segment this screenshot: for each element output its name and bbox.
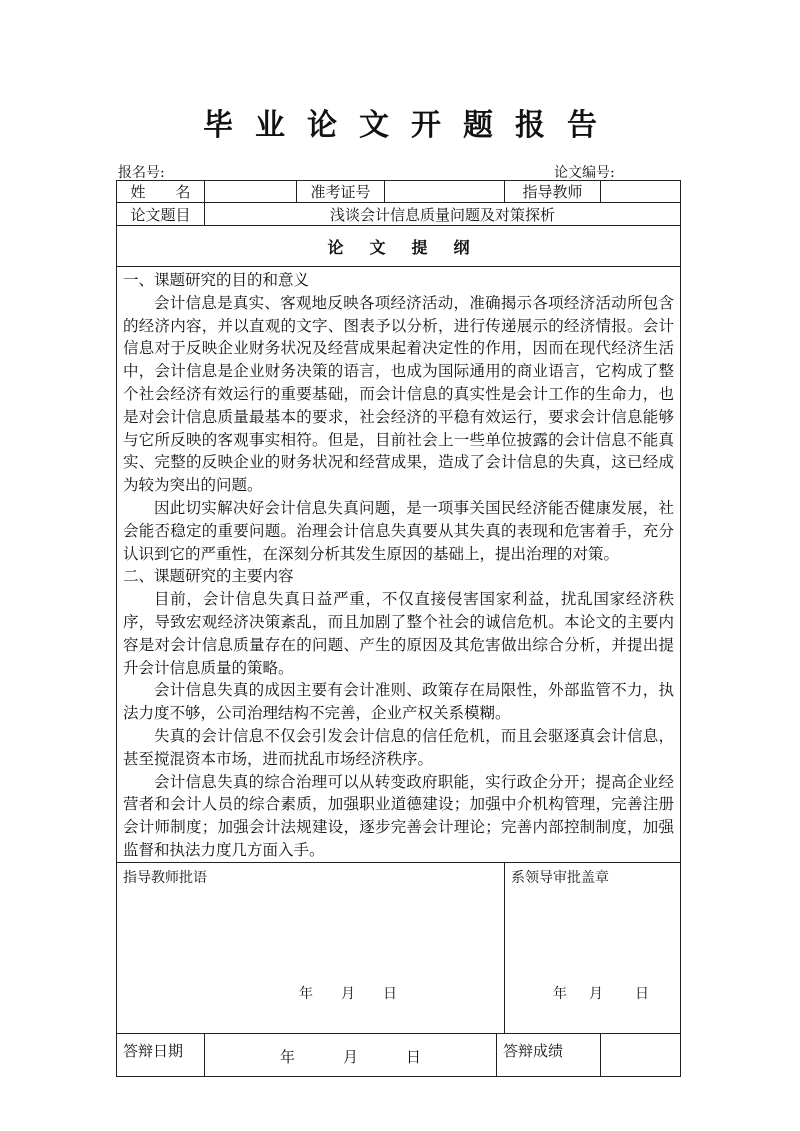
date-day: 日 bbox=[635, 985, 649, 1002]
outline-body[interactable] bbox=[117, 267, 681, 863]
review-row bbox=[117, 862, 681, 1033]
date-day: 日 bbox=[406, 1047, 422, 1066]
outline-body-row bbox=[117, 267, 681, 863]
defense-date-field[interactable] bbox=[205, 1033, 497, 1076]
defense-score-label-cell bbox=[497, 1033, 601, 1076]
advisor-comment-box[interactable] bbox=[117, 862, 505, 1033]
advisor-label: 指导教师 bbox=[505, 181, 601, 203]
date-month: 月 bbox=[589, 985, 603, 1002]
date-month: 月 bbox=[341, 985, 355, 1002]
paragraph: 会计信息失真的综合治理可以从转变政府职能，实行政企分开；提高企业经营者和会计人员的综合素质，加强职业道德建设；加强中介机构管理，完善注册会计师制度；加强会计法规建设，逐步完善会计理论；完善内部控制制度，加强监督和执法力度几方面入手。 bbox=[123, 772, 675, 859]
name-field[interactable] bbox=[205, 181, 297, 203]
report-form-table bbox=[116, 180, 681, 1077]
section-heading: 二、课题研究的主要内容 bbox=[123, 567, 294, 586]
topic-value[interactable]: 浅谈会计信息质量问题及对策探析 bbox=[205, 203, 681, 226]
info-row bbox=[117, 181, 681, 203]
paragraph: 失真的会计信息不仅会引发会计信息的信任危机，而且会驱逐真会计信息，甚至搅混资本市场，进而扰乱市场经济秩序。 bbox=[123, 726, 675, 768]
date-year: 年 bbox=[299, 985, 313, 1002]
paragraph: 目前，会计信息失真日益严重，不仅直接侵害国家利益，扰乱国家经济秩序，导致宏观经济决策紊乱，而且加剧了整个社会的诚信危机。本论文的主要内容是对会计信息质量存在的问题、产生的原因及其危害做出综合分析，并提出提升会计信息质量的策略。 bbox=[123, 590, 675, 677]
dept-review-box[interactable] bbox=[505, 862, 681, 1033]
paragraph: 因此切实解决好会计信息失真问题，是一项事关国民经济能否健康发展，社会能否稳定的重要问题。治理会计信息失真要从其失真的表现和危害着手，充分认识到它的严重性，在深刻分析其发生原因的基础上，提出治理的对策。 bbox=[123, 498, 675, 563]
dept-review-label: 系领导审批盖章 bbox=[511, 869, 609, 886]
registration-number-label: 报名号: bbox=[118, 165, 165, 181]
defense-score-field[interactable] bbox=[601, 1033, 681, 1076]
dept-review-date bbox=[553, 983, 649, 1003]
thesis-number-label: 论文编号: bbox=[554, 165, 615, 181]
outline-heading: 论文提纲 bbox=[117, 226, 681, 267]
paragraph: 会计信息失真的成因主要有会计准则、政策存在局限性，外部监管不力，执法力度不够，公司治理结构不完善，企业产权关系模糊。 bbox=[123, 681, 675, 723]
topic-label: 论文题目 bbox=[117, 203, 205, 226]
advisor-field[interactable] bbox=[601, 181, 681, 203]
topic-row bbox=[117, 203, 681, 226]
date-day: 日 bbox=[383, 985, 397, 1002]
advisor-comment-date bbox=[299, 983, 397, 1003]
advisor-comment-label: 指导教师批语 bbox=[123, 869, 207, 886]
exam-id-field[interactable] bbox=[385, 181, 505, 203]
section-heading: 一、课题研究的目的和意义 bbox=[123, 271, 310, 289]
defense-score-label: 答辩成绩 bbox=[503, 1041, 564, 1060]
date-year: 年 bbox=[279, 1047, 295, 1066]
defense-date-label-cell bbox=[117, 1033, 205, 1076]
defense-date-label: 答辩日期 bbox=[123, 1041, 184, 1060]
defense-row bbox=[117, 1033, 681, 1076]
date-year: 年 bbox=[553, 985, 567, 1002]
exam-id-label: 准考证号 bbox=[297, 181, 385, 203]
paragraph: 会计信息是真实、客观地反映各项经济活动，准确揭示各项经济活动所包含的经济内容，并以直观的文字、图表予以分析，进行传递展示的经济情报。会计信息对于反映企业财务状况及经营成果起着决定性的作用，因而在现代经济生活中，会计信息是企业财务决策的语言，也成为国际通用的商业语言，它构成了整个社会经济有效运行的重要基础，而会计信息的真实性是会计工作的生命力，也是对会计信息质量最基本的要求，社会经济的平稳有效运行，要求会计信息能够与它所反映的客观事实相符。但是，目前社会上一些单位披露的会计信息不能真实、完整的反映企业的财务状况和经营成果，造成了会计信息的失真，这已经成为较为突出的问题。 bbox=[123, 293, 675, 495]
name-label: 姓 名 bbox=[117, 181, 205, 203]
outline-heading-row bbox=[117, 226, 681, 267]
date-month: 月 bbox=[342, 1047, 358, 1066]
report-title: 毕业论文开题报告 bbox=[203, 108, 619, 143]
